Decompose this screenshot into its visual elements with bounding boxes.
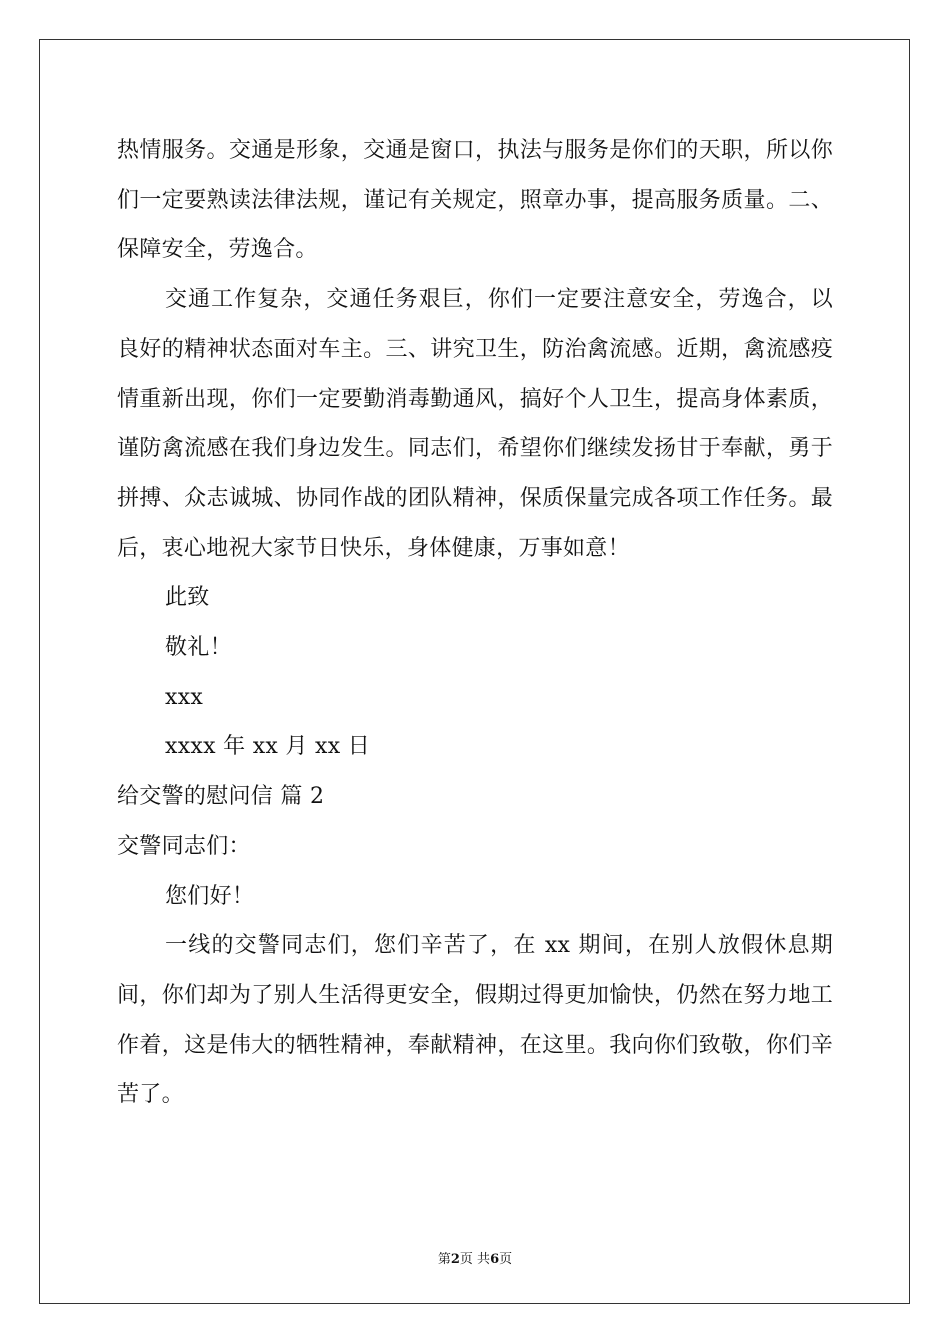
footer-prefix: 第 (437, 1252, 451, 1267)
greeting: 您们好！ (165, 883, 255, 909)
footer-suffix: 页 (499, 1252, 513, 1267)
closing-cizhi: 此致 (165, 585, 210, 611)
footer-mid: 页 共 (459, 1252, 491, 1267)
section-heading: 给交警的慰问信 篇 2 (117, 784, 325, 810)
signer: xxx (165, 684, 204, 710)
page-footer (0, 1248, 950, 1267)
document-body (117, 126, 833, 1120)
salutation: 交警同志们： (117, 833, 251, 859)
letter-date: xxxx 年 xx 月 xx 日 (165, 734, 371, 760)
paragraph-service: 热情服务。交通是形象，交通是窗口，执法与服务是你们的天职，所以你们一定要熟读法律法规，谨记有关规定，照章办事，提高服务质量。二、保障安全，劳逸合。 (117, 138, 833, 263)
paragraph-thanks: 一线的交警同志们，您们辛苦了，在 xx 期间，在别人放假休息期间，你们却为了别人生活得更安全，假期过得更加愉快，仍然在努力地工作着，这是伟大的牺牲精神，奉献精神，在这里。我向你们致敬，你们辛苦了。 (117, 933, 833, 1108)
closing-jingli: 敬礼！ (165, 635, 232, 661)
paragraph-safety: 交通工作复杂，交通任务艰巨，你们一定要注意安全，劳逸合，以良好的精神状态面对车主。三、讲究卫生，防治禽流感。近期，禽流感疫情重新出现，你们一定要勤消毒勤通风，搞好个人卫生，提高身体素质，谨防禽流感在我们身边发生。同志们，希望你们继续发扬甘于奉献，勇于拼搏、众志诚城、协同作战的团队精神，保质保量完成各项工作任务。最后，衷心地祝大家节日快乐，身体健康，万事如意！ (117, 287, 833, 561)
footer-total-pages: 6 (490, 1252, 500, 1267)
footer-current-page: 2 (450, 1252, 460, 1267)
